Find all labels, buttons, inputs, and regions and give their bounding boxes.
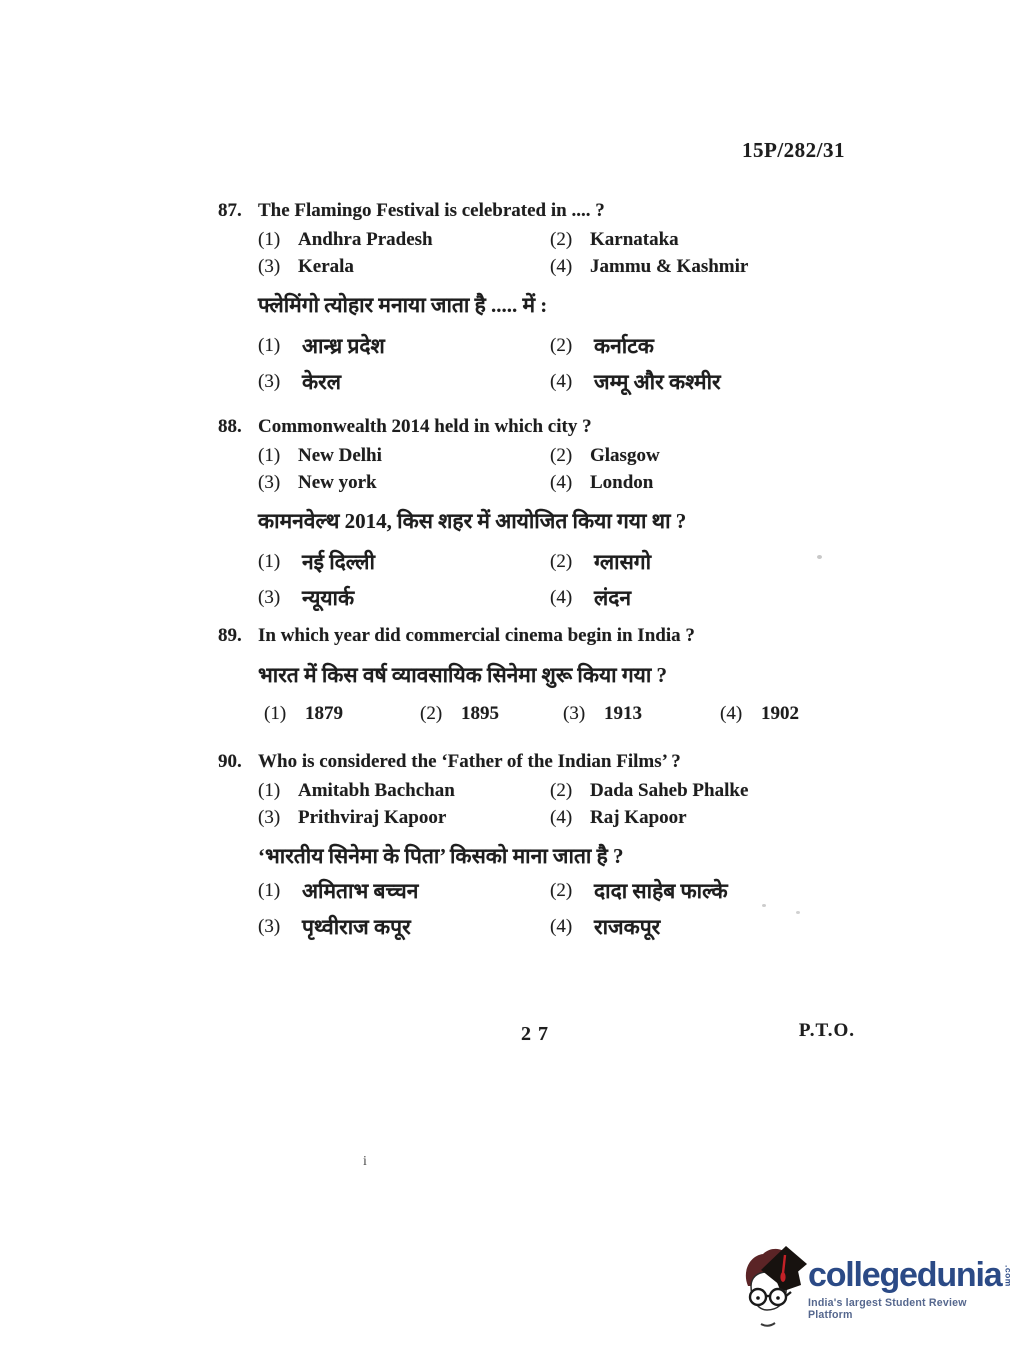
question-line (218, 748, 883, 776)
option-text: Kerala (298, 256, 354, 277)
logo-domain-suffix: .com (1003, 1265, 1013, 1287)
options-hi (258, 873, 883, 945)
option (563, 700, 720, 728)
option-row (258, 909, 883, 945)
option (550, 873, 728, 909)
option-text: Glasgow (590, 445, 660, 466)
option-text: जम्मू और कश्मीर (594, 370, 721, 394)
options-hi (258, 544, 883, 616)
option-row (264, 700, 883, 728)
option (258, 777, 550, 804)
option-number: (3) (563, 703, 586, 724)
option (550, 777, 748, 804)
option (258, 328, 550, 364)
option (720, 700, 799, 728)
option-number: (1) (258, 445, 281, 466)
option-text: Raj Kapoor (590, 807, 687, 828)
option-text: ग्लासगो (594, 550, 652, 574)
question-number: 88. (218, 416, 242, 437)
option-number: (1) (258, 335, 281, 356)
option (550, 442, 660, 469)
option-row (258, 580, 883, 616)
option (258, 469, 550, 496)
option (258, 442, 550, 469)
option (550, 580, 631, 616)
option-text: Andhra Pradesh (298, 229, 433, 250)
option-number: (3) (258, 807, 281, 828)
option-number: (4) (550, 916, 573, 937)
option-row (258, 226, 883, 253)
paper-code: 15P/282/31 (742, 138, 845, 162)
option-text: New york (298, 472, 377, 493)
option-number: (4) (550, 807, 573, 828)
option-number: (4) (550, 256, 573, 277)
option-number: (1) (258, 229, 281, 250)
option (420, 700, 563, 728)
logo-tagline: India's largest Student Review Platform (808, 1297, 967, 1321)
option-number: (4) (720, 703, 743, 724)
option-text: न्यूयार्क (302, 586, 355, 610)
option (550, 253, 748, 280)
option-row (258, 777, 883, 804)
option-text: आन्ध्र प्रदेश (302, 334, 385, 358)
option (550, 364, 721, 400)
option-number: (2) (550, 551, 573, 572)
page-number: 27 (521, 1023, 555, 1045)
option-text: New Delhi (298, 445, 382, 466)
option-number: (4) (550, 472, 573, 493)
option-text: 1902 (761, 703, 799, 724)
option-number: (3) (258, 371, 281, 392)
options-en (258, 777, 883, 831)
option-number: (4) (550, 587, 573, 608)
option-number: (3) (258, 256, 281, 277)
question-text-hi: भारत में किस वर्ष व्यावसायिक सिनेमा शुरू किया गया ? (258, 663, 668, 687)
option-row (258, 253, 883, 280)
questions-area (218, 197, 883, 945)
option-number: (2) (550, 335, 573, 356)
option (550, 544, 651, 580)
scan-speck (817, 555, 822, 559)
option-number: (2) (550, 780, 573, 801)
options-years (264, 700, 883, 728)
option-text: पृथ्वीराज कपूर (302, 915, 411, 939)
question-number: 90. (218, 751, 242, 772)
option (258, 580, 550, 616)
option-text: 1913 (604, 703, 642, 724)
option-text: Karnataka (590, 229, 679, 250)
question-90 (218, 748, 883, 945)
question-89 (218, 622, 883, 728)
option (258, 226, 550, 253)
option-text: 1895 (461, 703, 499, 724)
question-text-en: Commonwealth 2014 held in which city ? (258, 416, 592, 437)
option-text: Dada Saheb Phalke (590, 780, 749, 801)
question-text-en: Who is considered the ‘Father of the Indian Films’ ? (258, 751, 681, 772)
logo-brand-line (808, 1257, 1013, 1293)
option-number: (1) (258, 880, 281, 901)
option (258, 804, 550, 831)
option (258, 253, 550, 280)
options-en (258, 442, 883, 496)
option-number: (2) (420, 703, 443, 724)
option (550, 469, 653, 496)
option-text: कर्नाटक (594, 334, 654, 358)
option-text: 1879 (305, 703, 343, 724)
option-text: Prithviraj Kapoor (298, 807, 447, 828)
graduate-mascot-icon (741, 1240, 807, 1332)
option-row (258, 442, 883, 469)
options-en (258, 226, 883, 280)
option-text: केरल (302, 370, 341, 394)
scan-artifact-mark: i (363, 1154, 367, 1169)
logo-text-block (808, 1257, 1013, 1321)
option-text: Amitabh Bachchan (298, 780, 455, 801)
scan-speck (762, 904, 766, 907)
option (264, 700, 420, 728)
option (550, 226, 679, 253)
option-number: (2) (550, 229, 573, 250)
option-row (258, 804, 883, 831)
option-row (258, 544, 883, 580)
option-number: (3) (258, 472, 281, 493)
question-text-hi: फ्लेमिंगो त्योहार मनाया जाता है ..... में : (258, 293, 548, 317)
option-number: (4) (550, 371, 573, 392)
option-number: (3) (258, 916, 281, 937)
option-number: (2) (550, 445, 573, 466)
question-88 (218, 413, 883, 616)
option (258, 873, 550, 909)
option (258, 544, 550, 580)
question-text-en: The Flamingo Festival is celebrated in .... ? (258, 200, 605, 221)
logo-brand-name: collegedunia (808, 1256, 1002, 1294)
option-number: (3) (258, 587, 281, 608)
option-number: (1) (264, 703, 287, 724)
option (258, 364, 550, 400)
scan-speck (796, 911, 800, 914)
option-text: लंदन (594, 586, 632, 610)
question-text-en: In which year did commercial cinema begin in India ? (258, 625, 695, 646)
options-hi (258, 328, 883, 400)
option-text: Jammu & Kashmir (590, 256, 749, 277)
option-text: राजकपूर (594, 915, 661, 939)
collegedunia-logo (741, 1240, 1013, 1332)
question-line (218, 197, 883, 225)
option-row (258, 873, 883, 909)
question-number: 89. (218, 625, 242, 646)
pto-label: P.T.O. (798, 1020, 855, 1041)
option-text: London (590, 472, 654, 493)
option-number: (1) (258, 551, 281, 572)
option-text: नई दिल्ली (302, 550, 375, 574)
option-row (258, 364, 883, 400)
question-number: 87. (218, 200, 242, 221)
question-87 (218, 197, 883, 400)
question-text-hi: ‘भारतीय सिनेमा के पिता’ किसको माना जाता है ? (258, 844, 624, 868)
option-row (258, 328, 883, 364)
option (258, 909, 550, 945)
option (550, 804, 687, 831)
option-number: (1) (258, 780, 281, 801)
question-text-hi: कामनवेल्थ 2014, किस शहर में आयोजित किया गया था ? (258, 509, 687, 533)
option-number: (2) (550, 880, 573, 901)
question-line (218, 622, 883, 650)
option (550, 328, 654, 364)
option-row (258, 469, 883, 496)
question-line (218, 413, 883, 441)
option-text: अमिताभ बच्चन (302, 879, 419, 903)
option-text: दादा साहेब फाल्के (594, 879, 728, 903)
option (550, 909, 660, 945)
